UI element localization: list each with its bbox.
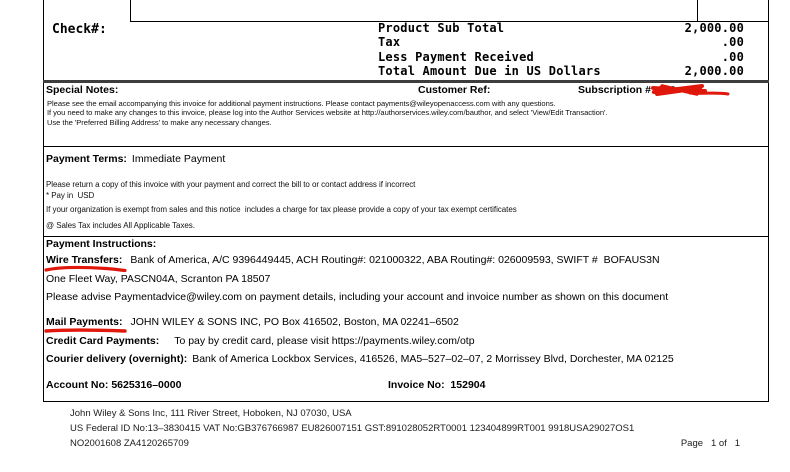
special-notes-bottom-rule bbox=[43, 146, 769, 147]
total-due-value: 2,000.00 bbox=[684, 64, 744, 79]
courier-delivery-label: Courier delivery (overnight): bbox=[46, 353, 188, 365]
payment-terms-line bbox=[46, 153, 225, 165]
special-notes-title: Special Notes: bbox=[46, 84, 119, 96]
tax-label: Tax bbox=[378, 35, 401, 50]
special-notes-line-1: Please see the email accompanying this invoice for additional payment instructions. Please contact payments@wileyopenaccess.com with any questions. bbox=[47, 99, 556, 108]
redaction-scribble bbox=[650, 82, 732, 99]
payment-terms-value: Immediate Payment bbox=[131, 153, 226, 165]
subtotal-label: Product Sub Total bbox=[378, 21, 505, 35]
special-notes-line-2: If you need to make any changes to this invoice, please log into the Author Services website at http://authorservices.wiley.com/bauthor, and select 'View/Edit Transaction'. bbox=[47, 108, 608, 118]
courier-delivery-text: Bank of America Lockbox Services, 416526, MA5–527–02–07, 2 Morrissey Blvd, Dorchester, MA 02125 bbox=[192, 353, 674, 365]
wire-transfers-text: Bank of America, A/C 9396449445, ACH Routing#: 021000322, ABA Routing#: 026009593, SWIFT # BOFAUS3N bbox=[130, 254, 660, 266]
page-indicator: Page 1 of 1 bbox=[680, 438, 740, 449]
customer-ref-label: Customer Ref: bbox=[418, 84, 491, 96]
payment-terms-note-1: Please return a copy of this invoice with your payment and correct the bill to or contact address if incorrect bbox=[46, 180, 416, 189]
wire-transfers-line bbox=[46, 254, 660, 266]
invoice-number: Invoice No: 152904 bbox=[388, 379, 486, 391]
footer-tax-ids: US Federal ID No:13–3830415 VAT No:GB376766987 EU826007151 GST:891028052RT0001 123404899RT001 9918USA29027OS1 bbox=[70, 423, 635, 434]
mail-payments-label: Mail Payments: bbox=[46, 316, 123, 328]
payment-terms-note-2: * Pay in USD bbox=[46, 191, 95, 200]
table-remnant-divider-1 bbox=[130, 0, 131, 21]
subtotal-value: 2,000.00 bbox=[684, 21, 744, 35]
payment-terms-note-4: @ Sales Tax includes All Applicable Taxes. bbox=[46, 221, 195, 230]
account-number: Account No: 5625316–0000 bbox=[46, 379, 182, 391]
check-number-label: Check#: bbox=[52, 22, 107, 37]
totals-table bbox=[378, 21, 744, 79]
subscription-number-value: 520 bbox=[659, 85, 676, 96]
footer-company-address: John Wiley & Sons Inc, 111 River Street, Hoboken, NJ 07030, USA bbox=[70, 408, 352, 419]
payment-advise-line: Please advise Paymentadvice@wiley.com on payment details, including your account and invoice number as shown on this document bbox=[46, 291, 669, 303]
courier-delivery-line bbox=[46, 353, 674, 365]
wire-transfers-label: Wire Transfers: bbox=[46, 254, 123, 266]
payment-terms-bottom-rule bbox=[43, 236, 769, 237]
tax-value: .00 bbox=[721, 35, 744, 50]
mail-payments-red-underline bbox=[44, 327, 128, 335]
doc-right-border bbox=[768, 0, 769, 401]
doc-left-border bbox=[43, 0, 44, 401]
special-notes-line-3: Use the 'Preferred Billing Address' to make any necessary changes. bbox=[47, 117, 272, 127]
mail-payments-text: JOHN WILEY & SONS INC, PO Box 416502, Boston, MA 02241–6502 bbox=[130, 316, 459, 328]
footer-registrations: NO2001608 ZA4120265709 bbox=[70, 438, 189, 449]
totals-row-less-payment bbox=[378, 50, 744, 64]
table-remnant-divider-2 bbox=[697, 0, 698, 21]
credit-card-payments-label: Credit Card Payments: bbox=[46, 335, 160, 347]
credit-card-payments-line bbox=[46, 335, 475, 347]
totals-row-subtotal bbox=[378, 21, 744, 35]
doc-bottom-border bbox=[43, 401, 769, 402]
credit-card-payments-text: To pay by credit card, please visit https://payments.wiley.com/otp bbox=[174, 335, 475, 347]
payment-terms-label: Payment Terms: bbox=[46, 153, 127, 165]
less-payment-value: .00 bbox=[721, 49, 744, 64]
payment-terms-note-3: If your organization is exempt from sales and this notice includes a charge for tax please provide a copy of your tax exempt certificates bbox=[46, 205, 517, 214]
totals-row-total-due bbox=[378, 64, 744, 78]
totals-row-tax bbox=[378, 35, 744, 49]
payment-instructions-title: Payment Instructions: bbox=[46, 238, 157, 250]
subscription-number-label: Subscription #: bbox=[578, 84, 655, 96]
less-payment-label: Less Payment Received bbox=[378, 49, 534, 64]
wire-address-line: One Fleet Way, PASCN04A, Scranton PA 18507 bbox=[46, 273, 271, 285]
total-due-label: Total Amount Due in US Dollars bbox=[378, 64, 601, 79]
